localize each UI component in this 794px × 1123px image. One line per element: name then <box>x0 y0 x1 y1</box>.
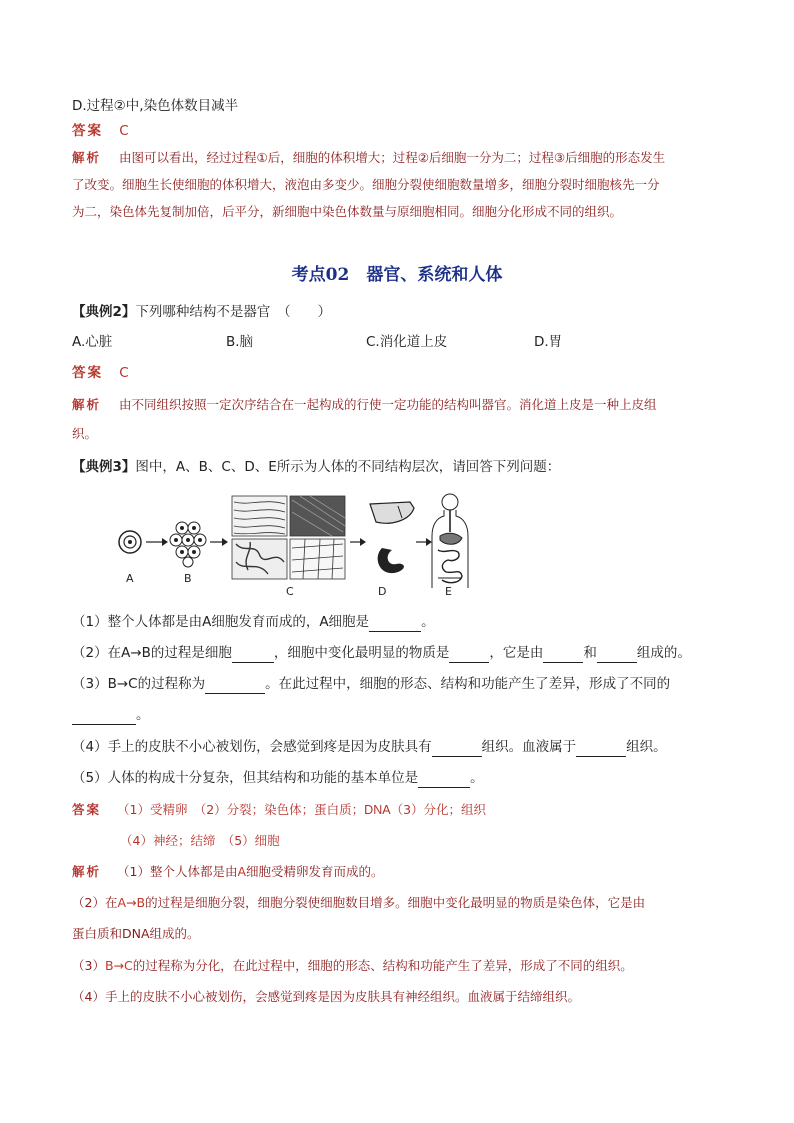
analysis-3c: 的过程称为分化，在此过程中，细胞的形态、结构和功能产生了差异，形成了不同的组织。 <box>132 958 633 973</box>
example3-question-text: 图中，A、B、C、D、E所示为人体的不同结构层次，请回答下列问题： <box>135 459 561 475</box>
question-2 <box>72 643 691 663</box>
answer-row <box>72 121 129 141</box>
question-3-text-b: 。在此过程中，细胞的形态、结构和功能产生了差异，形成了不同的 <box>265 676 671 692</box>
question-1-text: （1）整个人体都是由A细胞发育而成的，A细胞是 <box>72 614 370 630</box>
blank-3a[interactable] <box>205 679 265 694</box>
human-body-e-icon <box>432 494 468 588</box>
example2-question-text: 下列哪种结构不是器官 （ ） <box>135 304 332 320</box>
fig-label-d: D <box>378 585 387 598</box>
question-4-text-a: （4）手上的皮肤不小心被划伤，会感觉到疼是因为皮肤具有 <box>72 739 432 755</box>
question-5 <box>72 768 484 788</box>
question-5-text: （5）人体的构成十分复杂，但其结构和功能的基本单位是 <box>72 770 419 786</box>
example2-option-c: C.消化道上皮 <box>366 334 448 350</box>
question-4-text-c: 组织。 <box>626 739 667 755</box>
option-d-text: D.过程②中,染色体数目减半 <box>72 98 239 114</box>
question-2-text-b: ，细胞中变化最明显的物质是 <box>273 645 450 661</box>
example3-analysis-1 <box>72 862 384 882</box>
example3-analysis-2-cont: 蛋白质和DNA组成的。 <box>72 926 200 941</box>
organs-d-icon <box>370 502 414 573</box>
question-2-text-a: （2）在A→B的过程是细胞 <box>72 645 232 661</box>
question-3-cont <box>72 705 150 725</box>
blank-4b[interactable] <box>576 742 626 757</box>
question-2-text-d: 和 <box>583 645 597 661</box>
example3-answer-label: 答案 <box>72 802 102 817</box>
question-1 <box>72 612 435 632</box>
analysis-line-3: 为二，染色体先复制加倍，后平分，新细胞中染色体数量与原细胞相同。细胞分化形成不同的组织。 <box>72 204 623 219</box>
example2-analysis-line-1 <box>72 395 657 415</box>
example2-option-d: D.胃 <box>534 334 563 350</box>
fig-label-e: E <box>445 585 452 598</box>
blank-4a[interactable] <box>432 742 482 757</box>
analysis-text-1: 由图可以看出，经过过程①后，细胞的体积增大；过程②后细胞一分为二；过程③后细胞的形态发生 <box>119 150 666 165</box>
blank-2d[interactable] <box>597 648 637 663</box>
example3-answer-line-1 <box>72 800 486 820</box>
example2-tag: 【典例2】 <box>72 304 136 320</box>
blank-2b[interactable] <box>449 648 489 663</box>
fig-label-b: B <box>184 572 192 585</box>
example3-question <box>72 457 560 477</box>
blank-2c[interactable] <box>543 648 583 663</box>
cell-cluster-b-icon <box>170 522 206 567</box>
analysis-3a: （3） <box>72 958 105 973</box>
tissues-c-icon <box>232 496 345 579</box>
example3-analysis-4: （4）手上的皮肤不小心被划伤，会感觉到疼是因为皮肤具有神经组织。血液属于结缔组织。 <box>72 989 580 1004</box>
question-3-end: 。 <box>136 707 150 723</box>
question-1-end: 。 <box>421 614 435 630</box>
example2-analysis-line-2: 织。 <box>72 426 98 441</box>
answer-line-1b: DNA <box>364 803 391 817</box>
question-4-text-b: 组织。血液属于 <box>481 739 577 755</box>
example3-answer-line-2: （4）神经；结缔 （5）细胞 <box>120 833 280 848</box>
example3-analysis-2 <box>72 893 645 913</box>
question-4 <box>72 737 667 757</box>
answer-label: 答案 <box>72 123 103 139</box>
blank-2a[interactable] <box>232 648 274 663</box>
blank-5[interactable] <box>418 773 470 788</box>
analysis-2b: A→B <box>117 895 146 910</box>
section-title: 考点02 器官、系统和人体 <box>291 265 503 285</box>
fig-label-c: C <box>286 585 294 598</box>
example2-analysis-label: 解析 <box>72 397 102 412</box>
blank-1[interactable] <box>369 617 421 632</box>
analysis-label: 解析 <box>72 150 102 165</box>
answer-value: C <box>119 123 129 139</box>
analysis-1a: （1）整个人体都是由 <box>117 864 238 879</box>
example3-tag: 【典例3】 <box>72 459 136 475</box>
example3-analysis-label: 解析 <box>72 864 102 879</box>
answer-line-1c: （3）分化；组织 <box>390 802 487 817</box>
analysis-2c: 的过程是细胞分裂，细胞分裂使细胞数目增多。细胞中变化最明显的物质是染色体，它是由 <box>145 895 646 910</box>
analysis-2a: （2）在 <box>72 895 118 910</box>
analysis-line-1 <box>72 148 665 168</box>
question-2-text-c: ，它是由 <box>489 645 544 661</box>
example2-answer-row <box>72 363 129 383</box>
example2-analysis-text-1: 由不同组织按照一定次序结合在一起构成的行使一定功能的结构叫器官。消化道上皮是一种上皮组 <box>119 397 657 412</box>
example2-answer-value: C <box>119 365 129 381</box>
question-2-text-e: 组成的。 <box>636 645 691 661</box>
example3-analysis-3 <box>72 956 633 976</box>
question-3 <box>72 674 670 694</box>
question-3-text-a: （3）B→C的过程称为 <box>72 676 206 692</box>
analysis-line-2: 了改变。细胞生长使细胞的体积增大，液泡由多变少。细胞分裂使细胞数量增多，细胞分裂时细胞核先一分 <box>72 177 660 192</box>
example2-question <box>72 302 331 322</box>
example2-answer-label: 答案 <box>72 365 103 381</box>
example2-option-b: B.脑 <box>226 334 254 350</box>
blank-3b[interactable] <box>72 710 136 725</box>
analysis-3b: B→C <box>104 958 133 973</box>
cell-a-icon <box>119 531 141 553</box>
analysis-1b: A <box>237 864 247 879</box>
example2-option-a: A.心脏 <box>72 334 113 350</box>
fig-label-a: A <box>126 572 134 585</box>
question-5-end: 。 <box>470 770 484 786</box>
analysis-1c: 细胞受精卵发育而成的。 <box>246 864 384 879</box>
answer-line-1a: （1）受精卵 （2）分裂；染色体；蛋白质； <box>117 802 365 817</box>
